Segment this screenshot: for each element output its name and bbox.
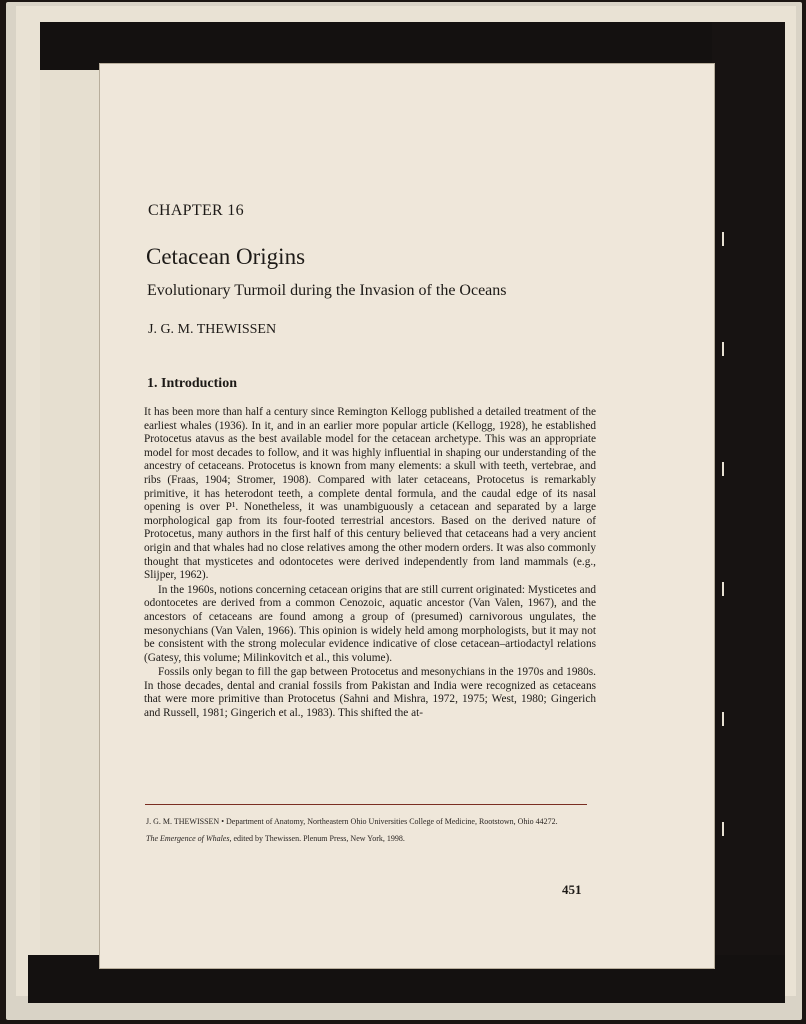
chapter-subtitle: Evolutionary Turmoil during the Invasion of the Oceans bbox=[147, 282, 507, 299]
section-heading: 1. Introduction bbox=[147, 376, 237, 391]
edge-mark bbox=[722, 232, 724, 246]
edge-mark bbox=[722, 822, 724, 836]
folded-page-edge bbox=[40, 70, 106, 955]
footnote bbox=[146, 816, 594, 844]
author-affiliation: J. G. M. THEWISSEN • Department of Anatomy, Northeastern Ohio Universities College of Medicine, Rootstown, Ohio 44272. bbox=[146, 817, 558, 826]
book-citation bbox=[146, 833, 594, 844]
paragraph: It has been more than half a century since Remington Kellogg published a detailed treatment of the earliest whales (1936). In it, and in an earlier more popular article (Kellogg, 1928), he established Protocetus atavus as the best available model for the cetacean archetype. This was an appropriate model for most decades to follow, and it was highly influential in shaping our understanding of the ancestry of cetaceans. Protocetus is known from many elements: a skull with teeth, vertebrae, and ribs (Fraas, 1904; Stromer, 1908). Compared with later cetaceans, Protocetus is remarkably primitive, it has heterodont teeth, a complete dental formula, and the caudal edge of its nasal opening is over P¹. Nonetheless, it was unambiguously a cetacean and separated by a large morphological gap from its four-footed terrestrial ancestors. Based on the derived nature of Protocetus, many authors in the first half of this century believed that cetaceans had a very ancient origin and that whales had no close relatives among the other modern orders. It was also commonly thought that mysticetes and odontocetes were derived independently from land mammals (e.g., Slijper, 1962). bbox=[144, 406, 596, 582]
footnote-rule bbox=[145, 804, 587, 805]
book-publisher: , edited by Thewissen. Plenum Press, New York, 1998. bbox=[229, 834, 405, 843]
binder-edge-top bbox=[40, 22, 785, 70]
chapter-label: CHAPTER 16 bbox=[148, 202, 244, 219]
binder-edge-right bbox=[712, 22, 785, 982]
edge-mark bbox=[722, 712, 724, 726]
paragraph: Fossils only began to fill the gap between Protocetus and mesonychians in the 1970s and 1980s. In those decades, dental and cranial fossils from Pakistan and India were recognized as cetaceans that were more primitive than Protocetus (Sahni and Mishra, 1972, 1975; West, 1980; Gingerich and Russell, 1981; Gingerich et al., 1983). This shifted the at- bbox=[144, 666, 596, 720]
book-title: The Emergence of Whales bbox=[146, 834, 230, 843]
book-page bbox=[100, 64, 714, 968]
edge-mark bbox=[722, 582, 724, 596]
paragraph: In the 1960s, notions concerning cetacean origins that are still current originated: Mysticetes and odontocetes are derived from a common Cenozoic, aquatic ancestor (Van Valen, 1967), and the ancestors of cetaceans are found among a group of (presumed) carnivorous ungulates, the mesonychians (Van Valen, 1966). This opinion is widely held among morphologists, but it may not be consistent with the strong molecular evidence indicative of close cetacean–artiodactyl relations (Gatesy, this volume; Milinkovitch et al., this volume). bbox=[144, 583, 596, 664]
body-text bbox=[144, 406, 596, 721]
edge-mark bbox=[722, 342, 724, 356]
author-name: J. G. M. THEWISSEN bbox=[148, 322, 277, 337]
edge-mark bbox=[722, 462, 724, 476]
page-number: 451 bbox=[562, 882, 582, 897]
chapter-title: Cetacean Origins bbox=[146, 244, 306, 269]
